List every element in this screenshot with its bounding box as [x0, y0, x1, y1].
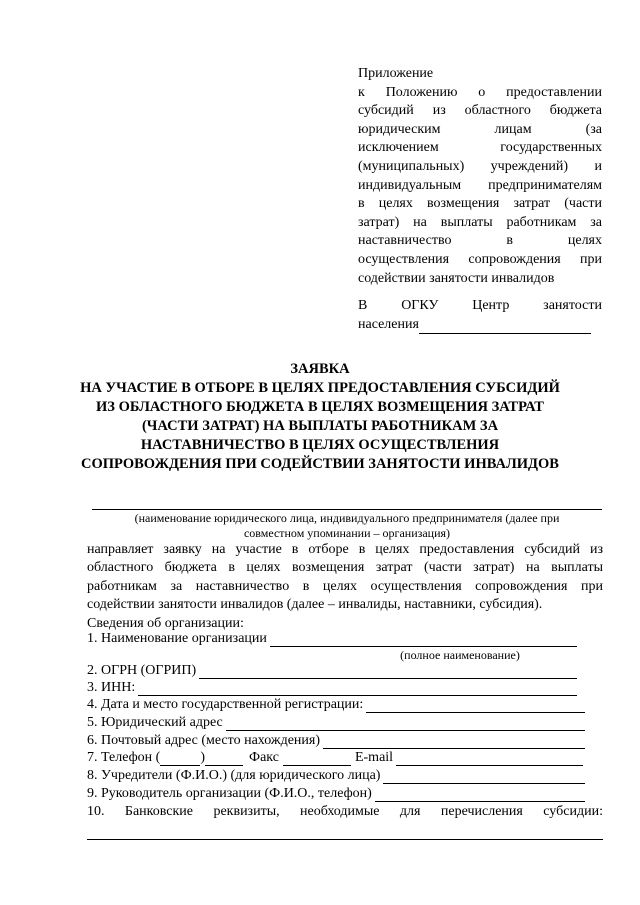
appendix-line: юридическим лицам (за: [358, 121, 602, 137]
inn-input[interactable]: [138, 683, 577, 696]
title-line: НАСТАВНИЧЕСТВО В ЦЕЛЯХ ОСУЩЕСТВЛЕНИЯ: [140, 437, 500, 453]
title-line: ИЗ ОБЛАСТНОГО БЮДЖЕТА В ЦЕЛЯХ ВОЗМЕЩЕНИЯ ЗАТРАТ: [96, 399, 544, 415]
director-input[interactable]: [375, 789, 585, 802]
body-line: областного бюджета в целях возмещения затрат (части затрат) на выплаты: [87, 560, 603, 576]
postal-address-input[interactable]: [323, 736, 585, 749]
email-label: E-mail: [354, 750, 394, 765]
title-line: ЗАЯВКА: [290, 361, 350, 377]
title-line: СОПРОВОЖДЕНИЯ ПРИ СОДЕЙСТВИИ ЗАНЯТОСТИ ИНВАЛИДОВ: [81, 456, 559, 472]
field-contacts: [87, 750, 583, 766]
email-input[interactable]: [396, 753, 583, 766]
appendix-line: исключением государственных: [358, 140, 602, 156]
field-legal-address: [87, 715, 585, 731]
fax-label: Факс: [249, 750, 279, 765]
appendix-line: в целях возмещения затрат (части: [358, 196, 602, 212]
field-postal-address: [87, 733, 585, 749]
application-body: [87, 541, 603, 633]
field-founders: [87, 768, 585, 784]
field-label: 8. Учредители (Ф.И.О.) (для юридического лица): [87, 768, 381, 783]
bank-details-blank[interactable]: [87, 839, 603, 840]
title-line: (ЧАСТИ ЗАТРАТ) НА ВЫПЛАТЫ РАБОТНИКАМ ЗА: [141, 418, 499, 434]
appendix-line: содействии занятости инвалидов: [358, 270, 555, 286]
phone-input[interactable]: [205, 753, 243, 766]
field-registration: [87, 697, 585, 713]
appendix-line: субсидий из областного бюджета: [358, 103, 602, 119]
body-line: работникам за наставничество в целях осуществления сопровождения при: [87, 578, 603, 594]
founders-input[interactable]: [383, 771, 585, 784]
field-organization-name: [87, 631, 577, 647]
appendix-line: Приложение: [358, 66, 434, 81]
title-line: НА УЧАСТИЕ В ОТБОРЕ В ЦЕЛЯХ ПРЕДОСТАВЛЕНИЯ СУБСИДИЙ: [80, 380, 560, 396]
field-label: 2. ОГРН (ОГРИП): [87, 663, 197, 678]
organization-name-blank[interactable]: [92, 509, 602, 510]
addressee-block: [358, 297, 602, 334]
addressee-word: занятости: [543, 298, 602, 313]
appendix-line: наставничество в целях: [358, 233, 602, 249]
phone-paren: ): [200, 750, 206, 765]
registration-input[interactable]: [366, 700, 585, 713]
field-label: 5. Юридический адрес: [87, 715, 223, 730]
appendix-header: [358, 65, 602, 288]
bank-word: необходимые: [300, 804, 380, 819]
appendix-line: индивидуальным предпринимателям: [358, 177, 602, 193]
appendix-line: осуществления сопровождения при: [358, 251, 602, 267]
field-label: 9. Руководитель организации (Ф.И.О., телефон): [87, 786, 372, 801]
field-label: 3. ИНН:: [87, 680, 136, 695]
phone-label: 7. Телефон (: [87, 750, 161, 765]
ogrn-input[interactable]: [199, 666, 577, 679]
bank-word: субсидии:: [543, 804, 603, 819]
field-label: 6. Почтовый адрес (место нахождения): [87, 733, 320, 748]
organization-name-caption: [92, 511, 602, 540]
appendix-line: к Положению о предоставлении: [358, 84, 602, 100]
bank-word: для: [399, 804, 421, 819]
organization-name-input[interactable]: [270, 634, 577, 647]
addressee-word: В: [358, 298, 368, 313]
bank-word: 10.: [87, 804, 105, 819]
employment-center-blank[interactable]: [419, 320, 591, 334]
field-bank-details: [87, 804, 603, 820]
fax-input[interactable]: [283, 753, 351, 766]
body-line: направляет заявку на участие в отборе в целях предоставления субсидий из: [87, 542, 603, 557]
legal-address-input[interactable]: [226, 718, 585, 731]
info-heading: Сведения об организации:: [87, 615, 244, 631]
field-director: [87, 786, 585, 802]
body-line: содействии занятости инвалидов (далее – инвалиды, наставники, субсидия).: [87, 597, 543, 613]
field-inn: [87, 680, 577, 696]
addressee-word: ОГКУ: [401, 298, 439, 313]
full-name-caption: (полное наименование): [400, 648, 520, 662]
addressee-line2: населения: [358, 316, 419, 332]
field-ogrn: [87, 663, 577, 679]
field-label: 1. Наименование организации: [87, 631, 267, 646]
caption-line: совместном упоминании – организация): [243, 525, 451, 540]
caption-line: (наименование юридического лица, индивидуального предпринимателя (далее при: [134, 511, 560, 525]
phone-code-input[interactable]: [160, 753, 200, 766]
addressee-word: Центр: [472, 298, 510, 313]
field-label: 4. Дата и место государственной регистрации:: [87, 697, 364, 712]
document-title: [80, 360, 560, 474]
bank-word: Банковские: [124, 804, 194, 819]
bank-word: реквизиты,: [213, 804, 280, 819]
bank-word: перечисления: [440, 804, 523, 819]
appendix-line: затрат) на выплаты работникам за: [358, 214, 602, 230]
appendix-line: (муниципальных) учреждений) и: [358, 158, 602, 174]
